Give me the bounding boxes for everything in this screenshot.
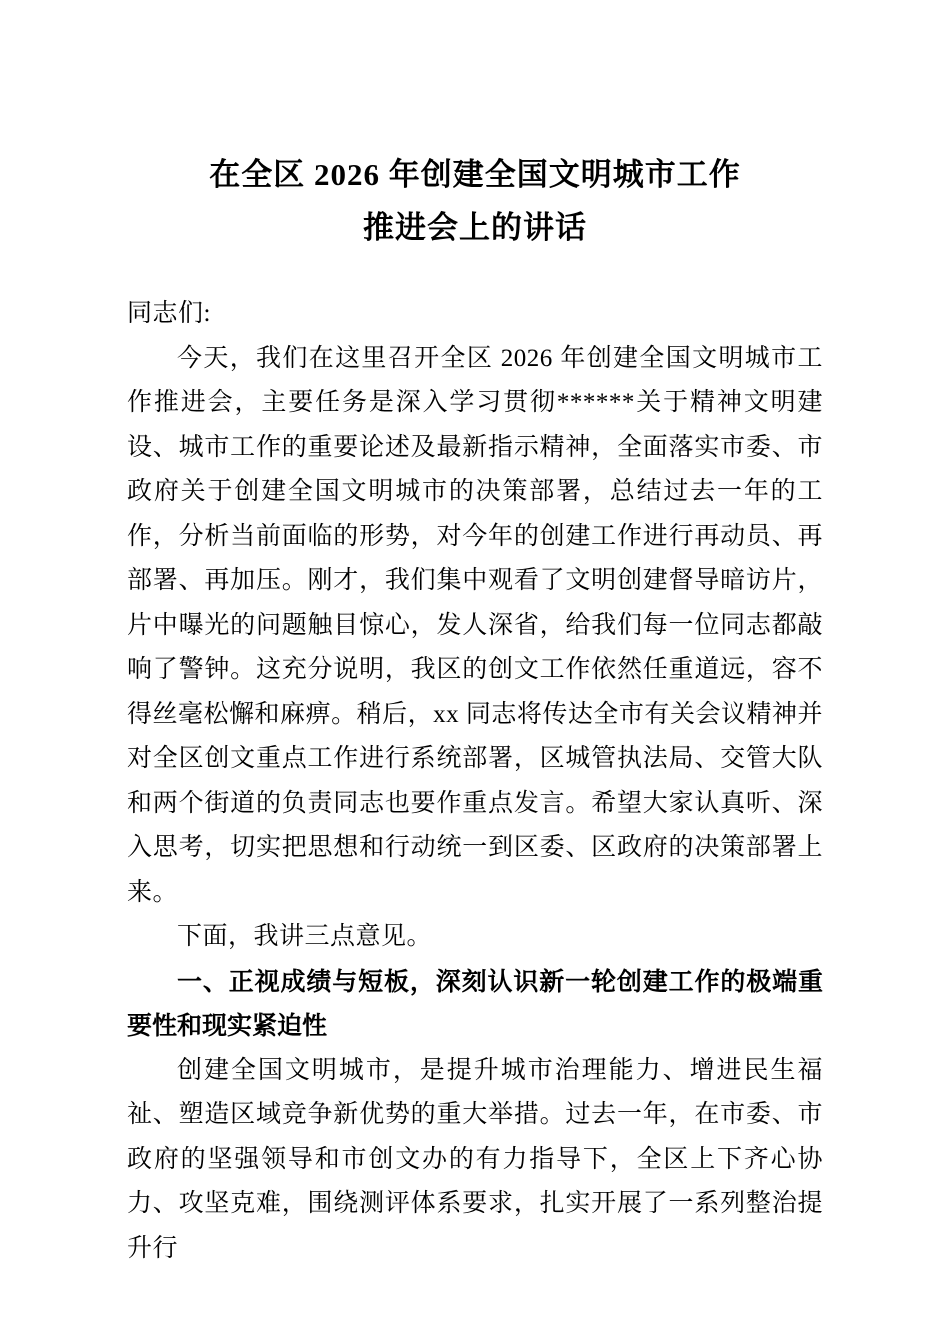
paragraph-intro: 今天，我们在这里召开全区 2026 年创建全国文明城市工作推进会，主要任务是深入学习贯彻******关于精神文明建设、城市工作的重要论述及最新指示精神，全面落实市委、市政府关于创建全国文明城市的决策部署，总结过去一年的工作，分析当前面临的形势，对今年的创建工作进行再动员、再部署、再加压。刚才，我们集中观看了文明创建督导暗访片，片中曝光的问题触目惊心，发人深省，给我们每一位同志都敲响了警钟。这充分说明，我区的创文工作依然任重道远，容不得丝毫松懈和麻痹。稍后，xx 同志将传达全市有关会议精神并对全区创文重点工作进行系统部署，区城管执法局、交管大队和两个街道的负责同志也要作重点发言。希望大家认真听、深入思考，切实把思想和行动统一到区委、区政府的决策部署上来。 [127,344,823,906]
paragraph-transition: 下面，我讲三点意见。 [177,923,433,950]
paragraph-section-body: 创建全国文明城市，是提升城市治理能力、增进民生福祉、塑造区域竞争新优势的重大举措。过去一年，在市委、市政府的坚强领导和市创文办的有力指导下，全区上下齐心协力、攻坚克难，围绕测评体系要求，扎实开展了一系列整治提升行 [127,1056,823,1262]
document-title [127,148,823,254]
document-title-line-1: 在全区 2026 年创建全国文明城市工作 [209,157,741,192]
document-title-line-2: 推进会上的讲话 [363,210,587,245]
paragraph-section-heading: 一、正视成绩与短板，深刻认识新一轮创建工作的极端重要性和现实紧迫性 [127,967,823,1040]
document-body [127,292,823,1271]
paragraph-salutation: 同志们: [127,300,211,327]
